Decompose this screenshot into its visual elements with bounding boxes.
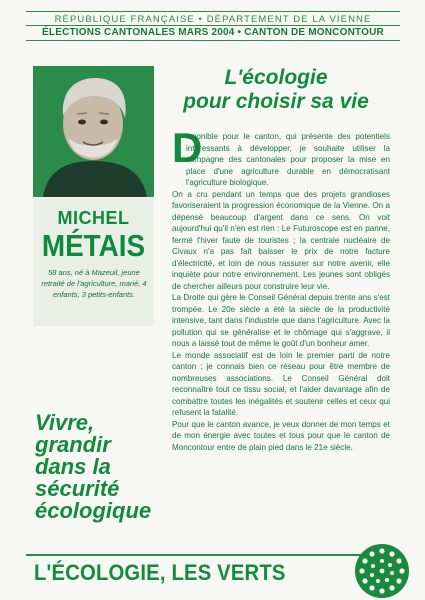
candidate-bio: 58 ans, né à Mazeuil, jeune retraité de l'agriculture, marié, 4 enfants, 3 petits-enfants. — [41, 268, 147, 299]
slogan-line-1: Vivre, — [35, 410, 95, 435]
slogan-line-5: écologique — [35, 498, 152, 523]
footer-rule — [26, 554, 400, 556]
paragraph-4: Le monde associatif est de loin le premier parti de notre canton ; je connais bien ce réseau pour être membre de nombreuses associations. Le Conseil Général doit reconnaître tout ce tissu social, et l'aider davantage afin de combattre toutes les inégalités et soutenir celles et ceux qui refusent la fatalité. — [172, 350, 390, 417]
paragraph-3: La Droite qui gère le Conseil Général depuis trente ans s'est trompée. Le 20e siècle a été la siècle de la productivité intensive, tant dans l'industrie que dans l'agriculture. Avec la pollution qui se généralise et le chômage qui s'aggrave, il nous a laissé tout de même le goût d'un bonheur amer. — [172, 293, 390, 348]
party-name: L'ÉCOLOGIE, LES VERTS — [34, 560, 286, 585]
candidate-first-name: MICHEL — [57, 208, 130, 228]
article-body — [172, 131, 390, 453]
header-republic: RÉPUBLIQUE FRANÇAISE • DÉPARTEMENT DE LA VIENNE — [54, 14, 372, 25]
slogan-line-4: sécurité — [35, 476, 120, 501]
headline — [160, 66, 392, 114]
slogan-line-2: grandir — [35, 432, 111, 457]
header-rule-bottom — [26, 40, 400, 41]
candidate-last-name: MÉTAIS — [41, 228, 146, 263]
paragraph-1: isponible pour le canton, qui présente des potentiels intéressants à développer, je souhaite utiliser la campagne des cantonales pour proposer la mise en place d'une agriculture durable en démocratisant l'agriculture biologique. — [186, 132, 390, 187]
drop-cap: D — [172, 124, 203, 171]
slogan-line-3: dans la — [35, 454, 111, 479]
slogan — [35, 412, 170, 522]
headline-line-2: pour choisir sa vie — [183, 90, 369, 113]
header-rule-middle — [26, 25, 400, 26]
header-rule-top — [26, 11, 400, 12]
header-election: ÉLECTIONS CANTONALES MARS 2004 • CANTON DE MONCONTOUR — [42, 27, 384, 38]
sunflower-logo-icon — [354, 543, 410, 599]
paragraph-5: Pour que le canton avance, je veux donner de mon temps et de mon énergie avec toutes et tous pour que le canton de Moncontour entre de plain pied dans le 21e siècle. — [172, 419, 390, 452]
portrait-illustration — [33, 66, 154, 197]
headline-line-1: L'écologie — [224, 66, 328, 89]
candidate-photo — [33, 66, 154, 197]
paragraph-2: On a cru pendant un temps que des projets grandioses favoriseraient la progression économique de la Vienne. On a dépensé beaucoup d'argent dans ce sens. On voit aujourd'hui qu'il n'en est rien : Le Futuroscope est en panne, fermé l'hiver faute de touristes ; la centrale nucléaire de Civaux n'a pas fait baisser le prix de notre facture d'électricité, et loin de nous rassurer sur notre avenir, elle inquiète pour notre environnement. Les jeunes sont obligés de chercher ailleurs pour construire leur vie. — [172, 189, 390, 291]
